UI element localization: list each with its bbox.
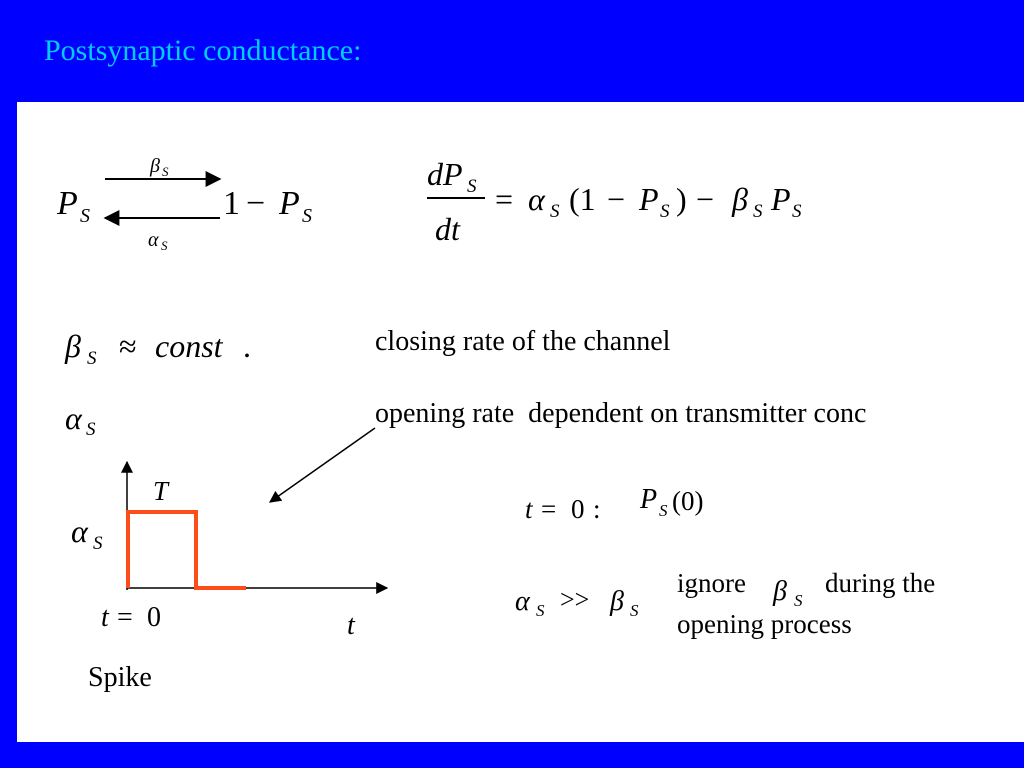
scheme-right-one: 1 <box>223 185 240 222</box>
initial-condition <box>525 484 703 524</box>
equation-alpha: α <box>528 181 545 217</box>
equation-denominator: dt <box>435 211 460 247</box>
pulse-y-label-sub: S <box>93 533 103 554</box>
ineq-alpha-sub: S <box>536 601 545 620</box>
ic-value: (0) <box>672 486 704 516</box>
ignore-during: during the <box>825 568 936 598</box>
ignore-note <box>677 568 935 639</box>
equation-minus-1: − <box>607 181 626 217</box>
slide-figure <box>17 102 1024 742</box>
ineq-much-greater: >> <box>560 585 590 614</box>
pulse-waveform <box>128 512 246 588</box>
scheme-left-sub: S <box>80 205 90 227</box>
pointer-arrow <box>270 428 375 502</box>
beta-sub: S <box>87 348 97 369</box>
scheme-right-minus: − <box>246 185 266 222</box>
slide-title: Postsynaptic conductance: <box>44 34 362 67</box>
opening-rate-text: opening rate dependent on transmitter conc <box>375 398 867 429</box>
pulse-x-label: t <box>347 610 355 641</box>
alpha-symbol: α <box>65 400 82 436</box>
scheme-right-sub: S <box>302 205 312 227</box>
ic-equals: = <box>541 494 557 524</box>
ic-p: P <box>640 484 658 515</box>
ignore-beta-sub: S <box>794 591 803 610</box>
equation-beta: β <box>732 181 748 217</box>
slide-body <box>17 102 1024 742</box>
pulse-duration-label: T <box>153 476 169 506</box>
ic-p-sub: S <box>659 501 668 520</box>
pulse-y-label: α <box>71 513 88 549</box>
origin-zero: 0 <box>147 602 161 633</box>
origin-equals: = <box>117 602 133 633</box>
ignore-word: ignore <box>677 568 746 598</box>
equation-p2-sub: S <box>792 201 802 222</box>
ineq-beta-sub: S <box>630 601 639 620</box>
ignore-beta: β <box>773 576 787 607</box>
equation-numerator: dP <box>427 156 463 192</box>
origin-t: t <box>101 602 109 633</box>
ineq-alpha: α <box>515 586 530 617</box>
scheme-backward-rate-alpha: α <box>148 229 159 251</box>
beta-const-expression <box>64 328 251 369</box>
ic-t: t <box>525 494 533 524</box>
ineq-beta: β <box>610 586 624 617</box>
approx-symbol: ≈ <box>119 328 137 364</box>
alpha-symbol-sub: S <box>86 419 96 440</box>
equation-p1: P <box>639 181 659 217</box>
ic-colon: : <box>593 494 601 524</box>
equation-alpha-sub: S <box>550 201 560 222</box>
equation-minus-2: − <box>696 181 715 217</box>
ignore-line2: opening process <box>677 609 852 639</box>
beta-symbol: β <box>65 328 81 364</box>
equation-p1-sub: S <box>660 201 670 222</box>
closing-rate-text: closing rate of the channel <box>375 326 671 357</box>
scheme-left-p: P <box>57 185 78 222</box>
equation-p2: P <box>771 181 791 217</box>
scheme-backward-rate-sub: S <box>161 238 168 253</box>
scheme-forward-rate-sub: S <box>162 164 169 179</box>
scheme-right-p: P <box>279 185 300 222</box>
equation-paren-open: (1 <box>569 181 596 217</box>
ic-zero: 0 <box>571 494 585 524</box>
alpha-beta-inequality <box>515 585 639 620</box>
const-dot: . <box>243 328 251 364</box>
equation-paren-close: ) <box>676 181 687 217</box>
scheme-forward-rate-beta: β <box>150 155 160 177</box>
equation-equals: = <box>495 181 514 217</box>
equation-numerator-sub: S <box>467 176 477 197</box>
rate-equation <box>427 156 802 247</box>
kinetic-scheme <box>56 155 312 253</box>
const-word: const <box>155 328 223 364</box>
pulse-plot <box>71 462 387 693</box>
equation-beta-sub: S <box>753 201 763 222</box>
spike-label: Spike <box>88 662 152 693</box>
